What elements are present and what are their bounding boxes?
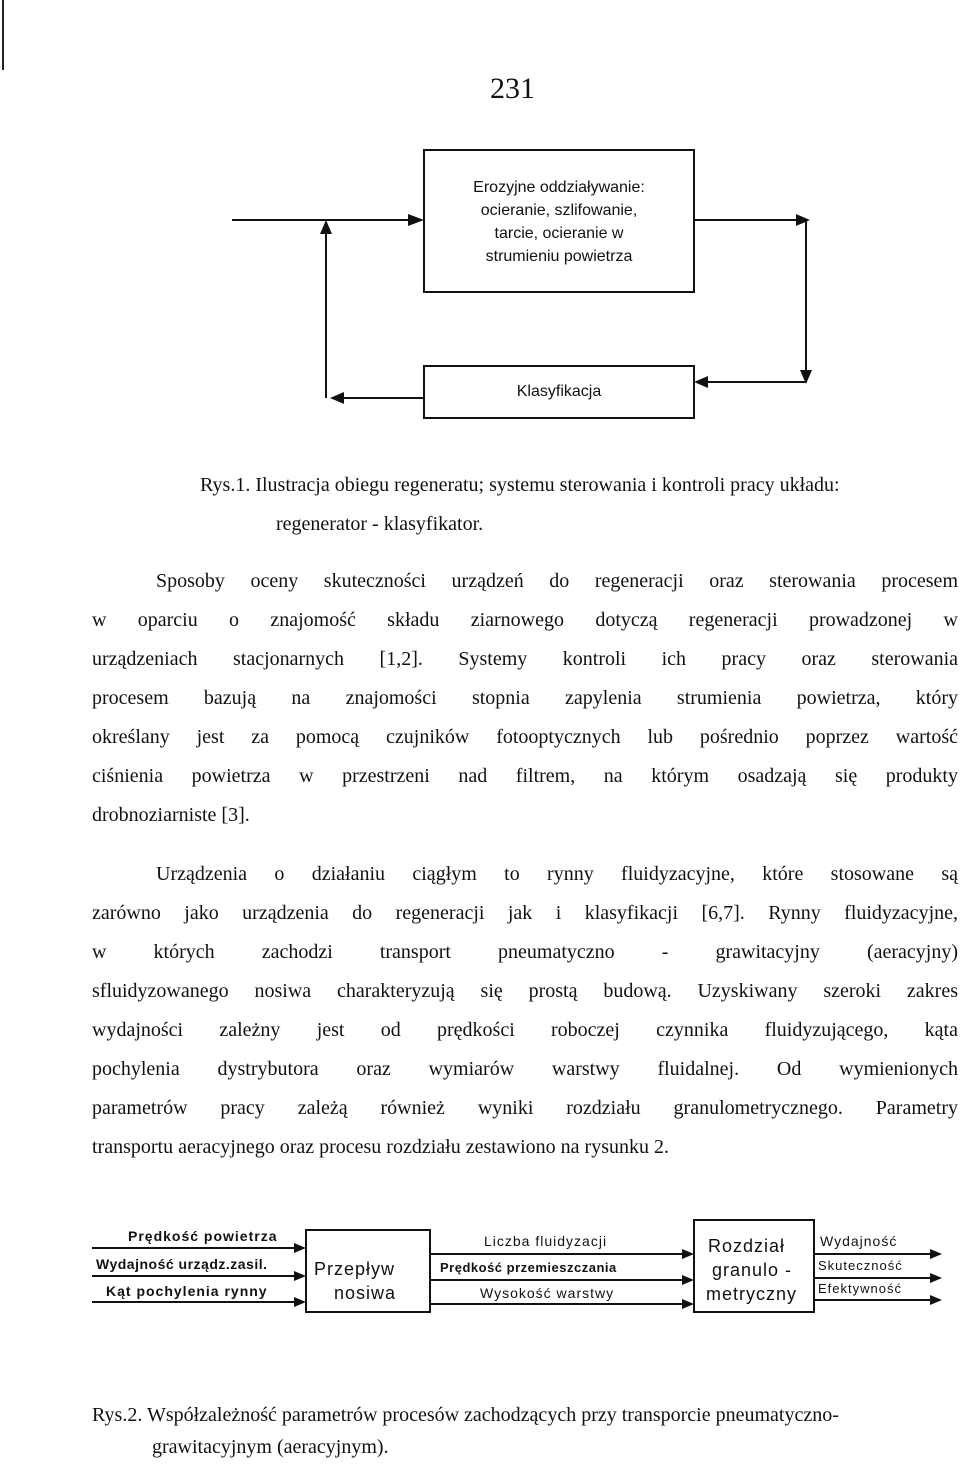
fig2-arrow-out-3 [930, 1295, 942, 1305]
p2-line-7: parametrów pracy zależą również wyniki rozdziału granulometrycznego. Parametry [92, 1097, 958, 1119]
fig2-arrow-mid-1 [682, 1249, 694, 1259]
fig2-input-1: Prędkość powietrza [128, 1228, 278, 1244]
fig2-arrow-mid-2 [682, 1275, 694, 1285]
fig2-box1-line-1: Przepływ [314, 1259, 396, 1279]
p2-line-3: w których zachodzi transport pneumatyczno - grawitacyjny (aeracyjny) [92, 941, 958, 963]
p1-line-4: procesem bazują na znajomości stopnia zapylenia strumienia powietrza, który [92, 687, 958, 709]
fig2-output-2: Skuteczność [818, 1258, 903, 1273]
fig2-output-3: Efektywność [818, 1281, 902, 1296]
figure2-caption-line-1: Rys.2. Współzależność parametrów procesów zachodzących przy transporcie pneumatyczno- [92, 1404, 839, 1426]
fig1-top-line-3: tarcie, ocieranie w [494, 225, 624, 242]
fig2-box1-line-2: nosiwa [334, 1283, 397, 1303]
p2-line-2: zarówno jako urządzenia do regeneracji jak i klasyfikacji [6,7]. Rynny fluidyzacyjne, [92, 902, 958, 924]
fig2-middle-2: Prędkość przemieszczania [440, 1260, 617, 1275]
fig2-box2-line-2: granulo - [712, 1260, 793, 1280]
fig2-output-1: Wydajność [820, 1233, 898, 1249]
fig1-top-line-2: ocieranie, szlifowanie, [480, 202, 638, 219]
p2-line-1: Urządzenia o działaniu ciągłym to rynny fluidyzacyjne, które stosowane są [156, 863, 958, 885]
fig2-arrow-mid-3 [682, 1299, 694, 1309]
figure1-caption-line-2: regenerator - klasyfikator. [276, 513, 484, 535]
fig1-top-line-1: Erozyjne oddziaływanie: [473, 179, 645, 196]
fig2-input-2: Wydajność urządz.zasil. [96, 1256, 268, 1272]
fig2-arrow-in-2 [294, 1271, 306, 1281]
fig2-arrow-in-1 [294, 1243, 306, 1253]
fig2-middle-1: Liczba fluidyzacji [484, 1233, 608, 1249]
fig2-box2-line-1: Rozdział [708, 1236, 786, 1256]
fig2-box2-label [706, 1234, 797, 1306]
fig2-input-3: Kąt pochylenia rynny [106, 1283, 268, 1299]
page-number: 231 [490, 72, 535, 105]
p1-line-1: Sposoby oceny skuteczności urządzeń do regeneracji oraz sterowania procesem [156, 570, 958, 592]
p2-line-4: sfluidyzowanego nosiwa charakteryzują się prostą budową. Uzyskiwany szeroki zakres [92, 980, 958, 1002]
fig2-arrow-out-2 [930, 1273, 942, 1283]
fig2-arrow-out-1 [930, 1249, 942, 1259]
p2-line-6: pochylenia dystrybutora oraz wymiarów warstwy fluidalnej. Od wymienionych [92, 1058, 958, 1080]
p1-line-7: drobnoziarniste [3]. [92, 804, 250, 826]
p1-line-3: urządzeniach stacjonarnych [1,2]. Systemy kontroli ich pracy oraz sterowania [92, 648, 958, 670]
p2-line-8: transportu aeracyjnego oraz procesu rozdziału zestawiono na rysunku 2. [92, 1136, 670, 1158]
p2-line-5: wydajności zależny jest od prędkości roboczej czynnika fluidyzującego, kąta [92, 1019, 958, 1041]
p1-line-2: w oparciu o znajomość składu ziarnowego dotyczą regeneracji prowadzonej w [92, 609, 958, 631]
p1-line-5: określany jest za pomocą czujników fotooptycznych lub pośrednio poprzez wartość [92, 726, 958, 748]
figure1-caption-line-1: Rys.1. Ilustracja obiegu regeneratu; systemu sterowania i kontroli pracy układu: [200, 474, 840, 496]
p1-line-6: ciśnienia powietrza w przestrzeni nad filtrem, na którym osadzają się produkty [92, 765, 958, 787]
fig1-bottom-box-text: Klasyfikacja [516, 383, 602, 400]
fig2-arrow-in-3 [294, 1297, 306, 1307]
fig2-middle-3: Wysokość warstwy [480, 1285, 615, 1301]
fig2-box2-line-3: metryczny [706, 1284, 798, 1304]
figure2-caption-line-2: grawitacyjnym (aeracyjnym). [152, 1436, 389, 1458]
fig1-top-line-4: strumieniu powietrza [485, 248, 633, 265]
fig2-box1-label [314, 1257, 396, 1305]
